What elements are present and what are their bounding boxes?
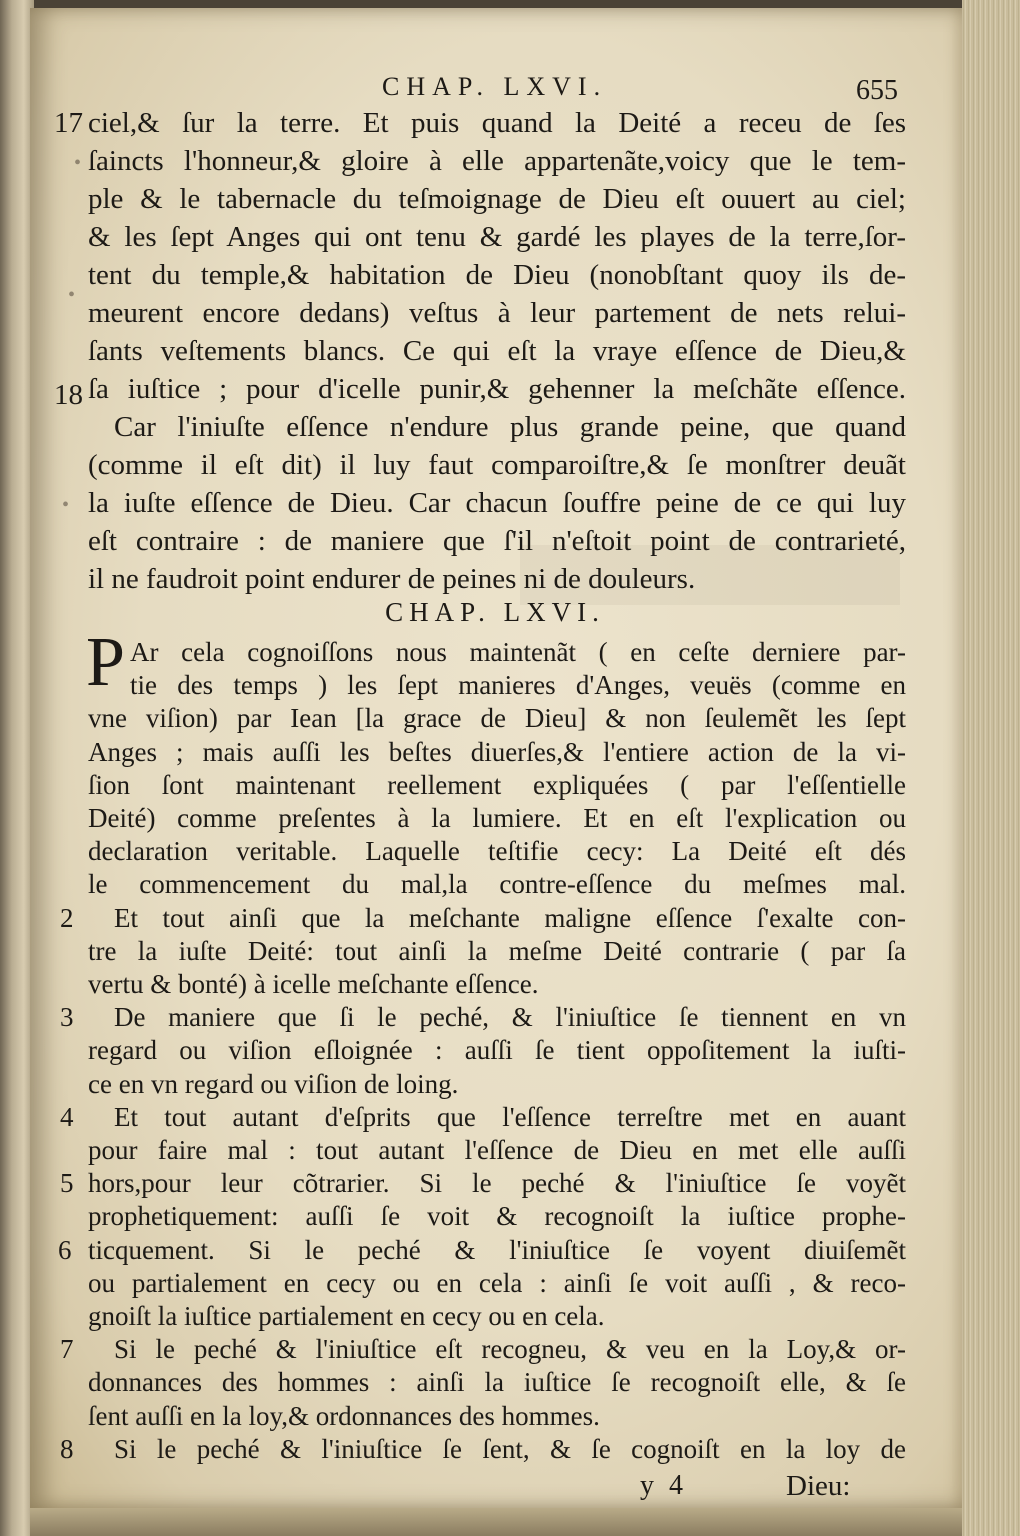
text-line: ſa iuſtice ; pour d'icelle punir,& gehenner la meſchãte eſſence. [88,373,906,405]
page-number: 655 [856,75,898,106]
text-line: ciel,& ſur la terre. Et puis quand la Deité a receu de ſes [88,107,906,139]
text-line: declaration veritable. Laquelle teſtifie cecy: La Deité eſt dés [88,836,906,867]
text-line: ſent auſſi en la loy,& ordonnances des hommes. [88,1400,600,1431]
text-line: regard ou viſion eſloignée : auſſi ſe tient oppoſitement la iuſti- [88,1035,906,1066]
text-line: meurent encore dedans) veſtus à leur partement de nets relui- [88,297,906,329]
margin-speck: • [62,494,70,516]
text-line: Et tout ainſi que la meſchante maligne eſſence ſ'exalte con- [114,902,906,933]
page-fore-edge [962,0,1020,1536]
text-line: tre la iuſte Deité: tout ainſi la meſme Deité contrarie ( par ſa [88,935,906,966]
chapter-heading: CHAP. LXVI. [385,597,605,627]
text-line: vertu & bonté) à icelle meſchante eſſence. [88,969,539,999]
text-line: hors,pour leur cõtrarier. Si le peché & l'iniuſtice ſe voyẽt [88,1168,906,1199]
text-line: Anges ; mais auſſi les beſtes diuerſes,& l'entiere action de la vi- [88,736,906,767]
verse-number: 3 [60,1002,74,1033]
verse-number: 2 [60,902,74,933]
text-line: De maniere que ſi le peché, & l'iniuſtice ſe tiennent en vn [114,1002,906,1033]
text-line: il ne faudroit point endurer de peines ni de douleurs. [88,563,696,595]
text-line: le commencement du mal,la contre-eſſence du meſmes mal. [88,869,906,900]
text-line: (comme il eſt dit) il luy faut comparoiſtre,& ſe monſtrer deuãt [88,449,906,481]
text-line: & les ſept Anges qui ont tenu & gardé les playes de la terre,ſor- [88,221,906,253]
running-title: CHAP. LXVI. [382,72,608,101]
text-line: tie des temps ) les ſept manieres d'Anges, veuës (comme en [130,670,906,701]
verse-number: 8 [60,1433,74,1464]
text-line: la iuſte eſſence de Dieu. Car chacun ſouffre peine de ce qui luy [88,487,906,519]
text-line: Si le peché & l'iniuſtice ſe ſent, & ſe cognoiſt en la loy de [114,1433,906,1464]
drop-capital: P [86,624,125,701]
text-line: vne viſion) par Iean [la grace de Dieu] & non ſeulemẽt les ſept [88,703,906,734]
text-line: Car l'iniuſte eſſence n'endure plus grande peine, que quand [114,411,906,443]
text-line: Et tout autant d'eſprits que l'eſſence terreſtre met en auant [114,1101,906,1132]
text-line: Si le peché & l'iniuſtice eſt recogneu, & veu en la Loy,& or- [114,1334,906,1365]
previous-page-edge [0,0,34,1536]
verse-number: 4 [60,1101,74,1132]
catchword: Dieu: [786,1469,851,1502]
text-line: ticquement. Si le peché & l'iniuſtice ſe voyent diuiſemẽt [88,1234,906,1265]
text-line: gnoiſt la iuſtice partialement en cecy ou en cela. [88,1301,605,1331]
margin-speck: • [74,152,82,174]
text-line: pour faire mal : tout autant l'eſſence de Dieu en met elle auſſi [88,1135,906,1165]
page-bottom-edge [30,1508,962,1536]
signature-mark: y 4 [640,1469,687,1501]
text-line: ce en vn regard ou viſion de loing. [88,1068,459,1099]
verse-number: 6 [58,1234,72,1265]
verse-number: 18 [54,379,83,411]
text-line: Deité) comme preſentes à la lumiere. Et en eſt l'explication ou [88,803,906,833]
text-line: eſt contraire : de maniere que ſ'il n'eſtoit point de contrarieté, [88,525,906,557]
margin-speck: • [68,284,76,306]
text-line: donnances des hommes : ainſi la iuſtice ſe recognoiſt elle, & ſe [88,1367,906,1398]
verse-number: 7 [60,1334,74,1365]
text-line: ſaincts l'honneur,& gloire à elle appartenãte,voicy que le tem- [88,145,906,177]
text-line: prophetiquement: auſſi ſe voit & recognoiſt la iuſtice prophe- [88,1201,906,1232]
verse-number: 17 [54,107,83,139]
text-line: Ar cela cognoiſſons nous maintenãt ( en ceſte derniere par- [130,637,906,667]
verse-number: 5 [60,1168,74,1199]
text-line: ple & le tabernacle du teſmoignage de Dieu eſt ouuert au ciel; [88,183,906,215]
text-line: ou partialement en cecy ou en cela : ainſi ſe voit auſſi , & reco- [88,1267,906,1298]
text-line: ſion ſont maintenant reellement expliquées ( par l'eſſentielle [88,769,906,800]
text-line: ſants veſtements blancs. Ce qui eſt la vraye eſſence de Dieu,& [88,335,906,367]
text-line: tent du temple,& habitation de Dieu (nonobſtant quoy ils de- [88,259,906,291]
